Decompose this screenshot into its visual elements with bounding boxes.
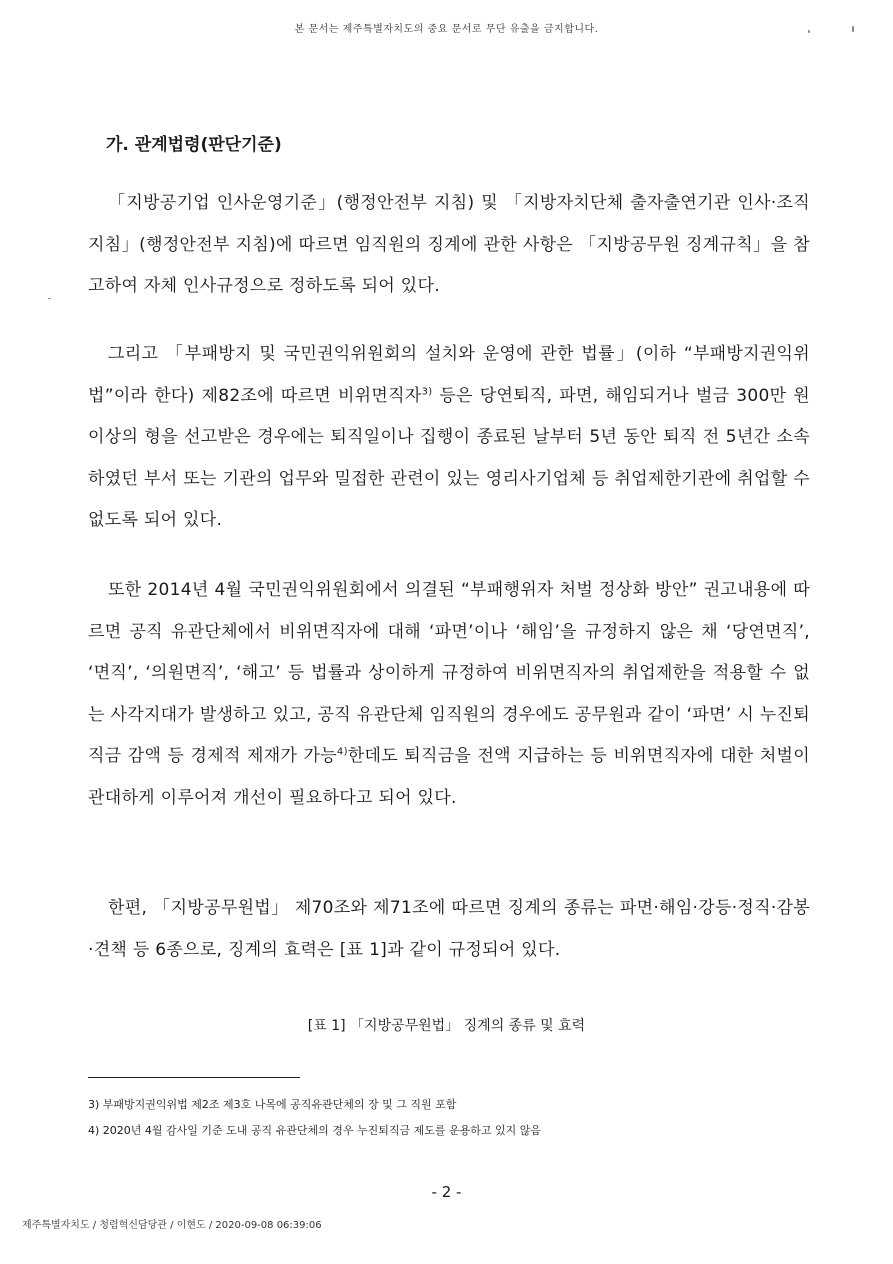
scan-speck — [808, 30, 810, 33]
paragraph-anti-corruption-act — [88, 334, 810, 542]
paragraph-text: 등은 당연퇴직, 파면, 해임되거나 벌금 300만 원 이상의 형을 선고받은 경우에는 퇴직일이나 집행이 종료된 날부터 5년 동안 퇴직 전 5년간 소속하였던 부서 또는 기관의 업무와 밀접한 관련이 있는 영리사기업체 등 취업제한기관에 취업할 수 없도록 되어 있다. — [88, 385, 810, 531]
section-heading: 가. 관계법령(판단기준) — [106, 135, 282, 155]
footnote-ref-3: 3) — [421, 385, 433, 397]
footnotes — [88, 1092, 808, 1144]
paragraph-acrc-recommendation — [88, 570, 810, 820]
page-number: - 2 - — [431, 1183, 462, 1201]
paragraph-text: 또한 2014년 4월 국민권익위원회에서 의결된 “부패행위자 처벌 정상화 방안” 권고내용에 따르면 공직 유관단체에서 비위면직자에 대해 ‘파면’이나 ‘해임’을 규정하지 않은 채 ‘당연면직’, ‘면직’, ‘의원면직’, ‘해고’ 등 법률과 상이하게 규정하여 비위면직자의 취업제한을 적용할 수 없는 사각지대가 발생하고 있고, 공직 유관단체 임직원의 경우에도 공무원과 같이 ‘파면’ 시 누진퇴직금 감액 등 경제적 제재가 가능 — [88, 580, 810, 767]
table-caption: [표 1] 「지방공무원법」 징계의 종류 및 효력 — [307, 1018, 586, 1034]
paragraph-disciplinary-guidelines: 「지방공기업 인사운영기준」(행정안전부 지침) 및 「지방자치단체 출자출연기관 인사·조직지침」(행정안전부 지침)에 따르면 임직원의 징계에 관한 사항은 「지방공무원 징계규칙」을 참고하여 자체 인사규정으로 정하도록 되어 있다. — [88, 193, 810, 297]
footnote-4: 4) 2020년 4월 감사일 기준 도내 공직 유관단체의 경우 누진퇴직금 제도를 운용하고 있지 않음 — [88, 1124, 542, 1137]
footnote-ref-4: 4) — [336, 746, 348, 758]
paragraph-text: 그리고 「부패방지 및 국민권익위원회의 설치와 운영에 관한 법률」(이하 “부패방지권익위법”이라 한다) 제82조에 따르면 비위면직자 — [88, 344, 810, 406]
paragraph-text: 한데도 퇴직금을 전액 지급하는 등 비위면직자에 대한 처벌이 관대하게 이루어져 개선이 필요하다고 되어 있다. — [88, 746, 810, 808]
scan-speck — [48, 298, 51, 299]
footnote-divider — [88, 1077, 300, 1078]
confidentiality-header: 본 문서는 제주특별자치도의 중요 문서로 무단 유출을 금지합니다. — [294, 24, 599, 35]
paragraph-local-public-officials-act: 한편, 「지방공무원법」 제70조와 제71조에 따르면 징계의 종류는 파면·해임·강등·정직·감봉·견책 등 6종으로, 징계의 효력은 [표 1]과 같이 규정되어 있다. — [88, 898, 810, 960]
footnote-3: 3) 부패방지권익위법 제2조 제3호 나목에 공직유관단체의 장 및 그 직원 포함 — [88, 1098, 457, 1111]
scan-speck — [852, 26, 854, 32]
document-metadata-footer: 제주특별자치도 / 청렴혁신담당관 / 이현도 / 2020-09-08 06:39:06 — [22, 1220, 322, 1231]
